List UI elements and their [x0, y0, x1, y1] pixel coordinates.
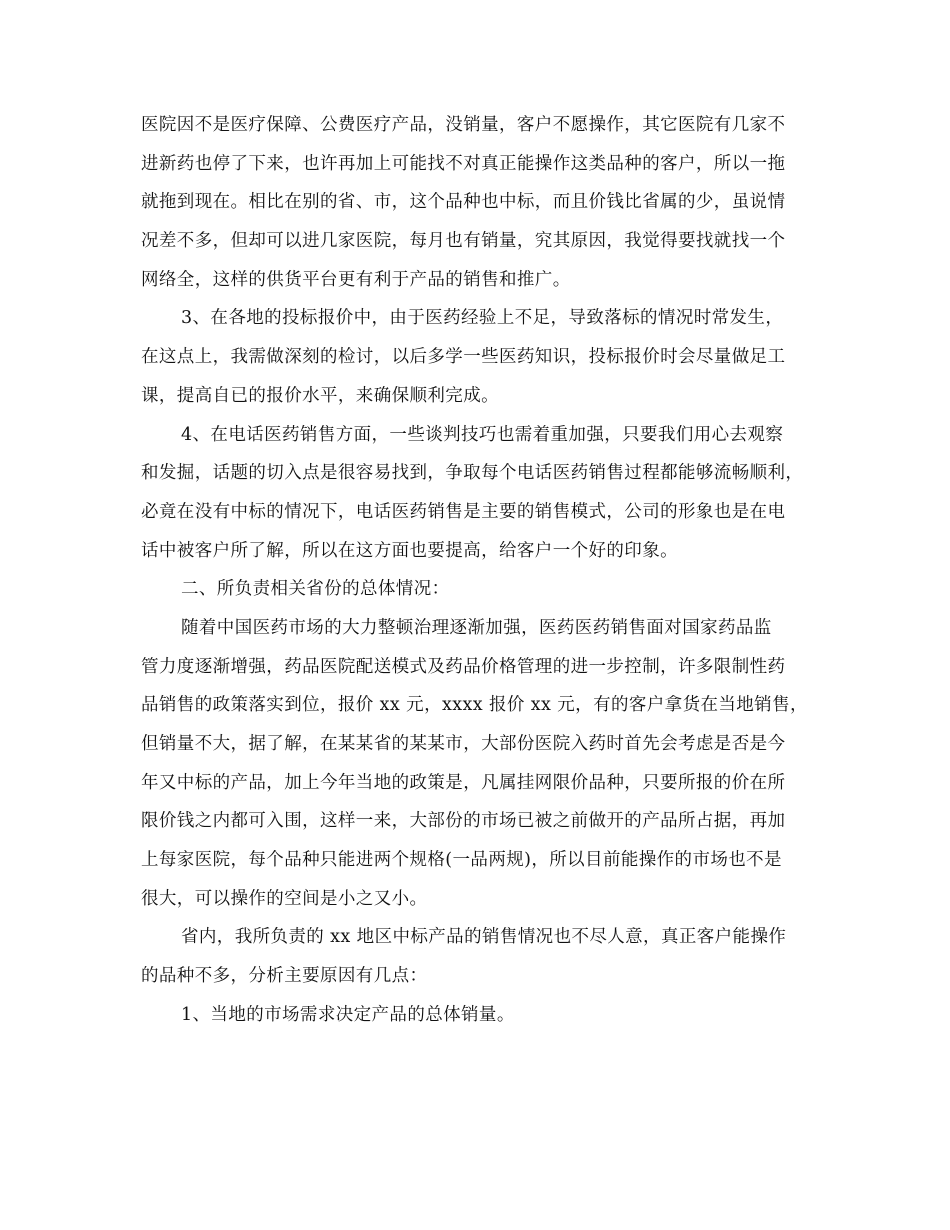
text-line: 和发掘，话题的切入点是很容易找到，争取每个电话医药销售过程都能够流畅顺利，: [141, 463, 804, 484]
text-line: 二、所负责相关省份的总体情况：: [181, 579, 450, 600]
text-line: 管力度逐渐增强，药品医院配送模式及药品价格管理的进一步控制，许多限制性药: [141, 656, 786, 677]
text-line: 进新药也停了下来，也许再加上可能找不对真正能操作这类品种的客户，所以一拖: [141, 153, 786, 174]
text-line: 网络全，这样的供货平台更有利于产品的销售和推广。: [141, 269, 571, 290]
text-line: 3、在各地的投标报价中，由于医药经验上不足，导致落标的情况时常发生，: [181, 308, 784, 329]
document-body: [141, 106, 821, 1035]
text-line: 医院因不是医疗保障、公费医疗产品，没销量，客户不愿操作，其它医院有几家不: [141, 115, 786, 135]
text-line: 品销售的政策落实到位，报价 xx 元，xxxx 报价 xx 元，有的客户拿货在当地销售，: [141, 695, 808, 716]
text-line: 随着中国医药市场的大力整顿治理逐渐加强，医药医药销售面对国家药品监: [181, 617, 772, 638]
text-line: 的品种不多，分析主要原因有几点：: [141, 966, 428, 987]
text-line: 上每家医院，每个品种只能进两个规格(一品两规)，所以目前能操作的市场也不是: [141, 850, 782, 871]
text-line: 但销量不大，据了解，在某某省的某某市，大部份医院入药时首先会考虑是否是今: [141, 734, 786, 754]
text-line: 况差不多，但却可以进几家医院，每月也有销量，究其原因，我觉得要找就找一个: [141, 231, 786, 252]
text-line: 年又中标的产品，加上今年当地的政策是，凡属挂网限价品种，只要所报的价在所: [141, 772, 786, 793]
text-line: 省内，我所负责的 xx 地区中标产品的销售情况也不尽人意，真正客户能操作: [181, 927, 787, 948]
text-line: 必竟在没有中标的情况下，电话医药销售是主要的销售模式，公司的形象也是在电: [141, 501, 786, 522]
text-line: 话中被客户所了解，所以在这方面也要提高，给客户一个好的印象。: [141, 540, 678, 561]
text-line: 限价钱之内都可入围，这样一来，大部份的市场已被之前做开的产品所占据，再加: [141, 811, 786, 832]
text-line: 在这点上，我需做深刻的检讨，以后多学一些医药知识，投标报价时会尽量做足工: [141, 347, 786, 368]
text-line: 课，提高自已的报价水平，来确保顺利完成。: [141, 385, 499, 406]
text-line: 很大，可以操作的空间是小之又小。: [141, 888, 428, 909]
text-line: 就拖到现在。相比在别的省、市，这个品种也中标，而且价钱比省属的少，虽说情: [141, 192, 786, 213]
text-line: 1、当地的市场需求决定产品的总体销量。: [181, 1004, 515, 1025]
text-line: 4、在电话医药销售方面，一些谈判技巧也需着重加强，只要我们用心去观察: [181, 424, 784, 445]
